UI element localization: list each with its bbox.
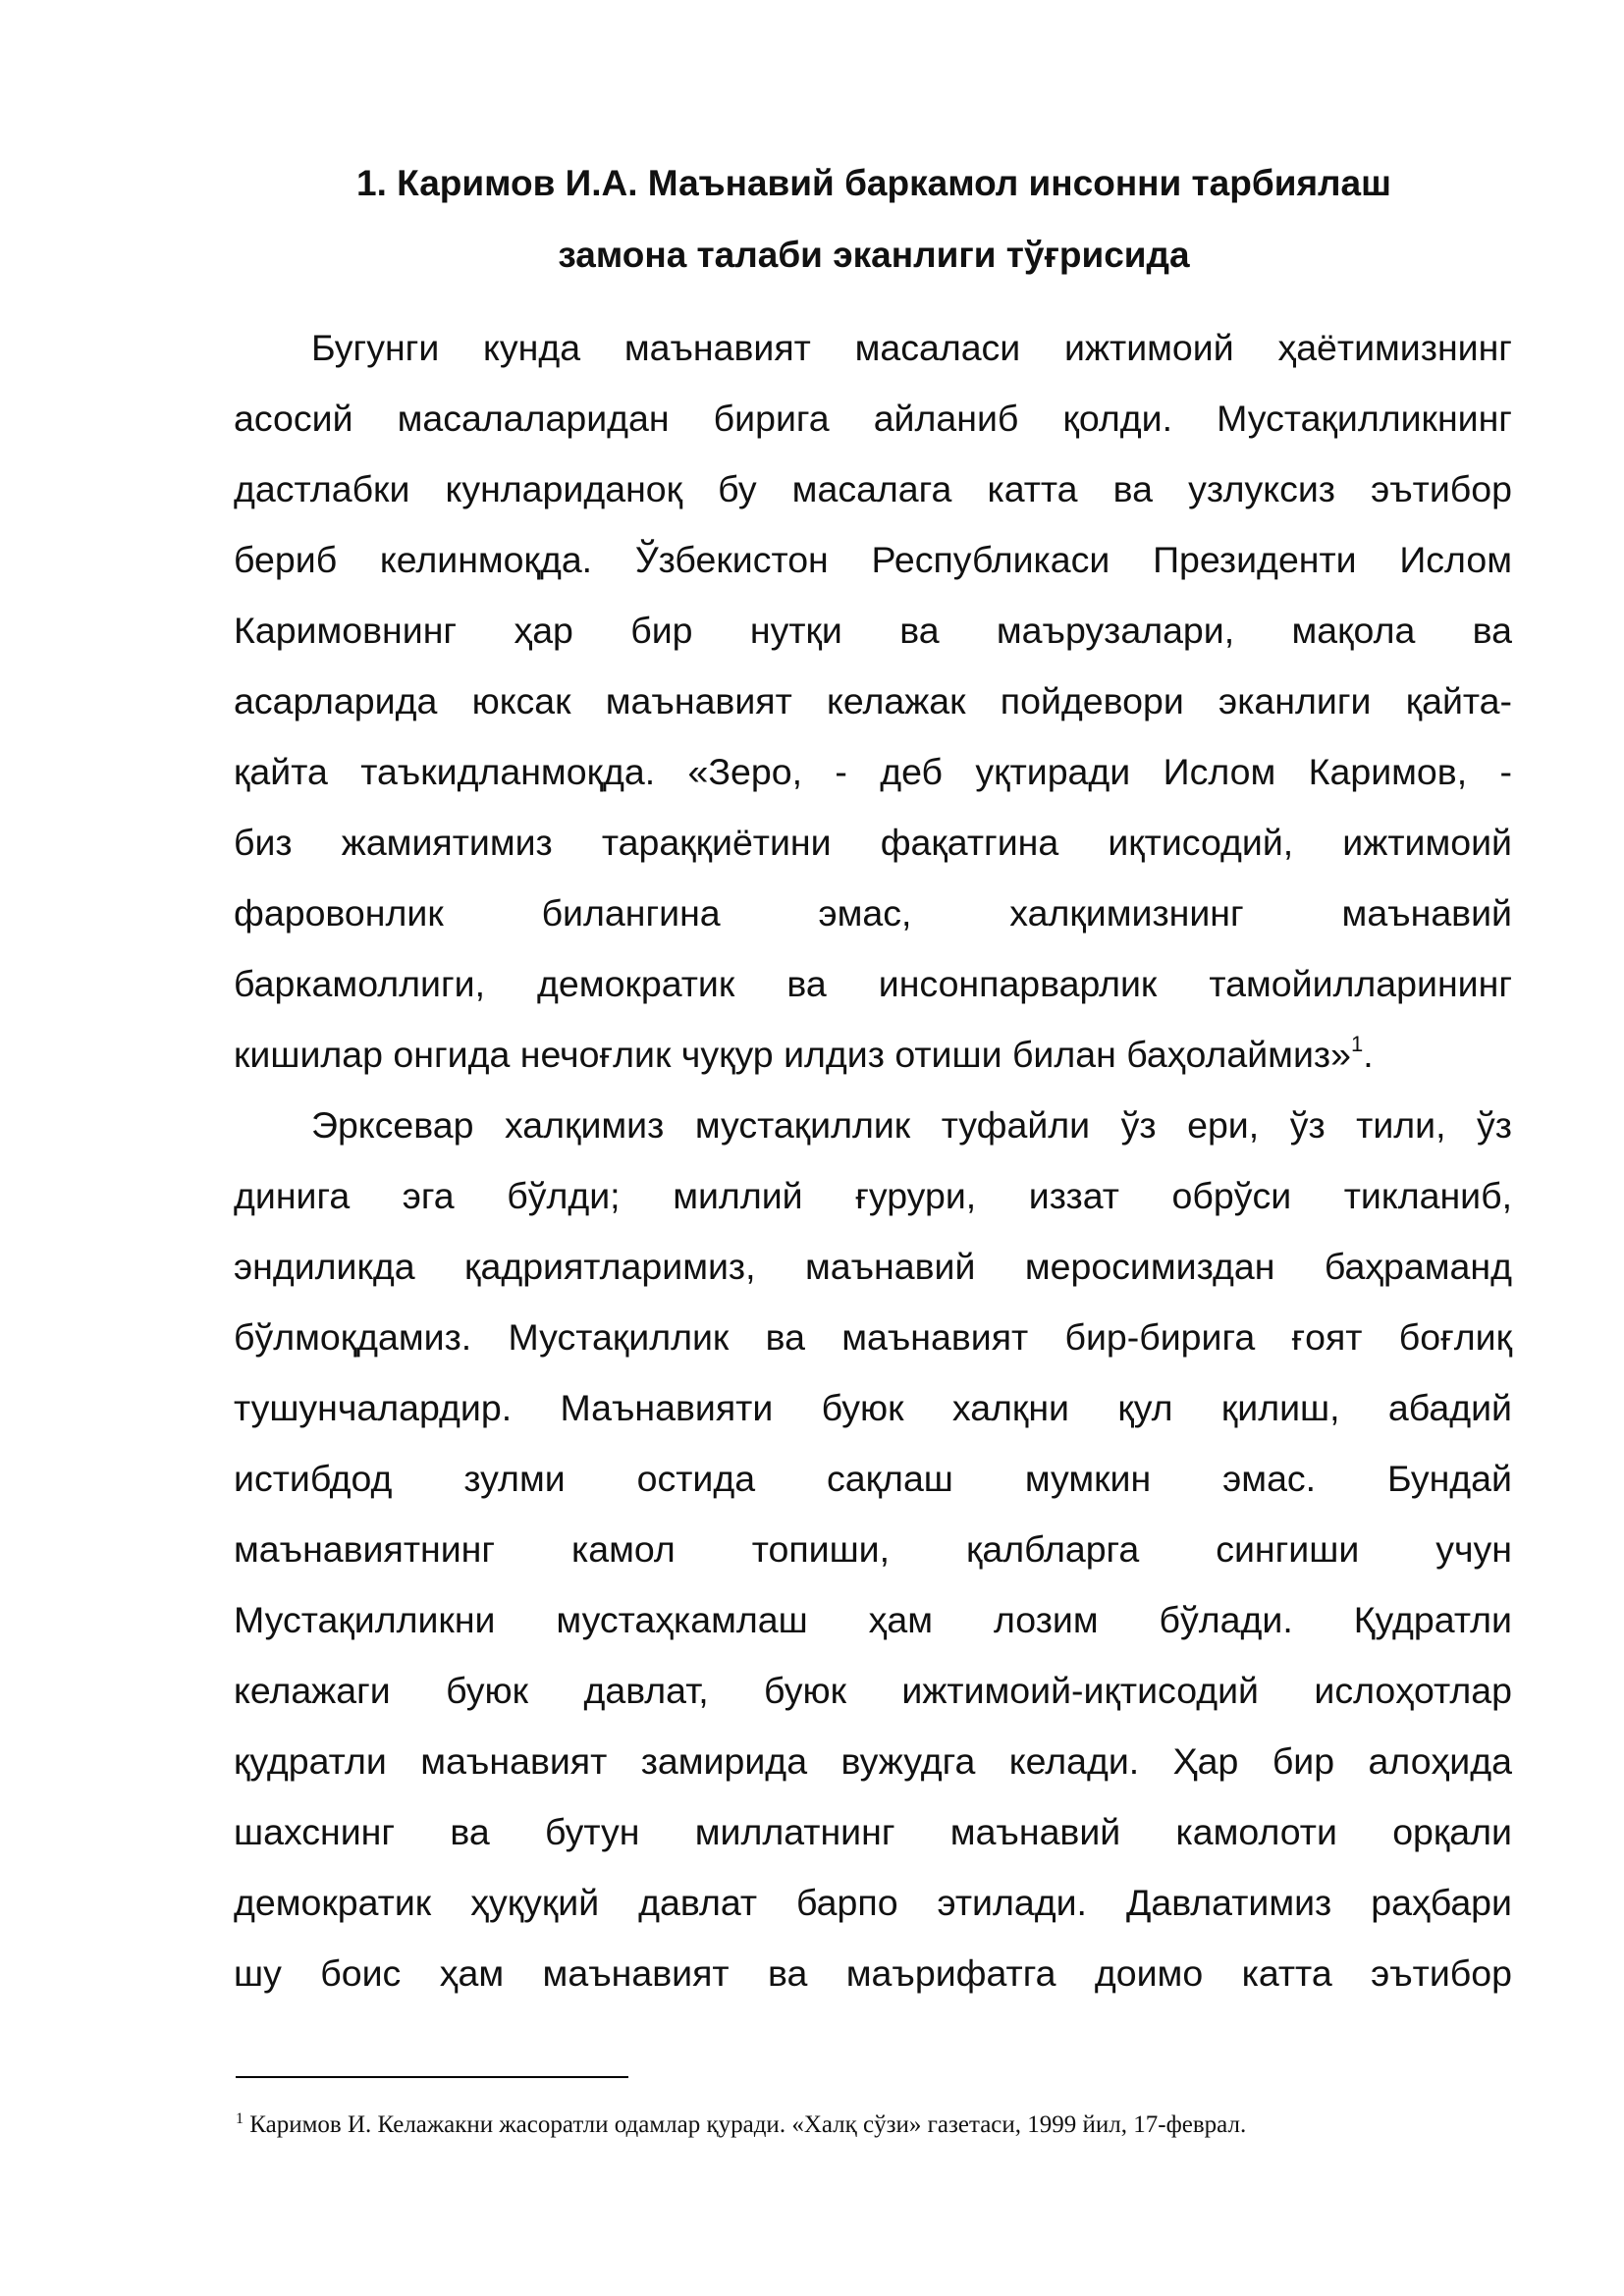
paragraph-1 xyxy=(234,312,1512,1090)
text-line: фаровонлик билангина эмас, халқимизнинг маънавий xyxy=(234,892,1512,934)
text-line: динига эга бўлди; миллий ғурури, иззат обрўси тикланиб, xyxy=(234,1175,1512,1216)
text-line: шахснинг ва бутун миллатнинг маънавий камолоти орқали xyxy=(234,1811,1512,1852)
text-line: Эрксевар халқимиз мустақиллик туфайли ўз ери, ўз тили, ўз xyxy=(311,1104,1512,1146)
text-line: қайта таъкидланмоқда. «Зеро, - деб уқтиради Ислом Каримов, - xyxy=(234,751,1512,792)
text-line: шу боис ҳам маънавият ва маърифатга доимо катта эътибор xyxy=(234,1952,1512,1994)
paragraph-2 xyxy=(234,1090,1512,2008)
text-line: маънавиятнинг камол топиши, қалбларга сингиши учун xyxy=(234,1528,1512,1570)
text-line: биз жамиятимиз тараққиётини фақатгина иқтисодий, ижтимоий xyxy=(234,822,1512,863)
end-punctuation: . xyxy=(1363,1034,1374,1075)
body-text xyxy=(234,312,1512,2008)
text-line: истибдод зулми остида сақлаш мумкин эмас. Бундай xyxy=(234,1458,1512,1499)
text-line: асосий масалаларидан бирига айланиб қолди. Мустақилликнинг xyxy=(234,398,1512,439)
text-line-content: кишилар онгида нечоғлик чуқур илдиз отиши билан баҳолаймиз» xyxy=(234,1034,1351,1075)
title-line-2: замона талаби эканлиги тўғрисида xyxy=(558,235,1190,275)
title-line-1: 1. Каримов И.А. Маънавий баркамол инсонни тарбиялаш xyxy=(356,163,1391,203)
text-line: қудратли маънавият замирида вужудга келади. Ҳар бир алоҳида xyxy=(234,1740,1512,1782)
text-line: Бугунги кунда маънавият масаласи ижтимоий ҳаётимизнинг xyxy=(311,327,1512,368)
text-line: бўлмоқдамиз. Мустақиллик ва маънавият бир-бирига ғоят боғлиқ xyxy=(234,1316,1512,1358)
footnote-text: Каримов И. Келажакни жасоратли одамлар қуради. «Халқ сўзи» газетаси, 1999 йил, 17-феврал. xyxy=(244,2111,1247,2138)
page-title xyxy=(236,147,1512,291)
text-line: асарларида юксак маънавият келажак пойдевори эканлиги қайта- xyxy=(234,680,1512,721)
text-line: дастлабки кунлариданоқ бу масалага катта ва узлуксиз эътибор xyxy=(234,468,1512,509)
footnote-reference: 1 xyxy=(1350,1032,1364,1056)
text-line: тушунчалардир. Маънавияти буюк халқни қул қилиш, абадий xyxy=(234,1387,1512,1428)
text-line-last xyxy=(234,1019,1512,1090)
text-line: демократик ҳуқуқий давлат барпо этилади. Давлатимиз раҳбари xyxy=(234,1882,1512,1923)
text-line: баркамоллиги, демократик ва инсонпарварлик тамойилларининг xyxy=(234,963,1512,1004)
footnote-separator xyxy=(236,2076,628,2078)
footnote xyxy=(236,2109,1512,2142)
text-line: келажаги буюк давлат, буюк ижтимоий-иқтисодий ислоҳотлар xyxy=(234,1670,1512,1711)
footnote-mark: 1 xyxy=(236,2110,244,2127)
text-line: Мустақилликни мустаҳкамлаш ҳам лозим бўлади. Қудратли xyxy=(234,1599,1512,1640)
text-line: Каримовнинг ҳар бир нутқи ва маърузалари, мақола ва xyxy=(234,610,1512,651)
text-line: эндиликда қадриятларимиз, маънавий меросимиздан баҳраманд xyxy=(234,1246,1512,1287)
text-line: бериб келинмоқда. Ўзбекистон Республикаси Президенти Ислом xyxy=(234,539,1512,580)
